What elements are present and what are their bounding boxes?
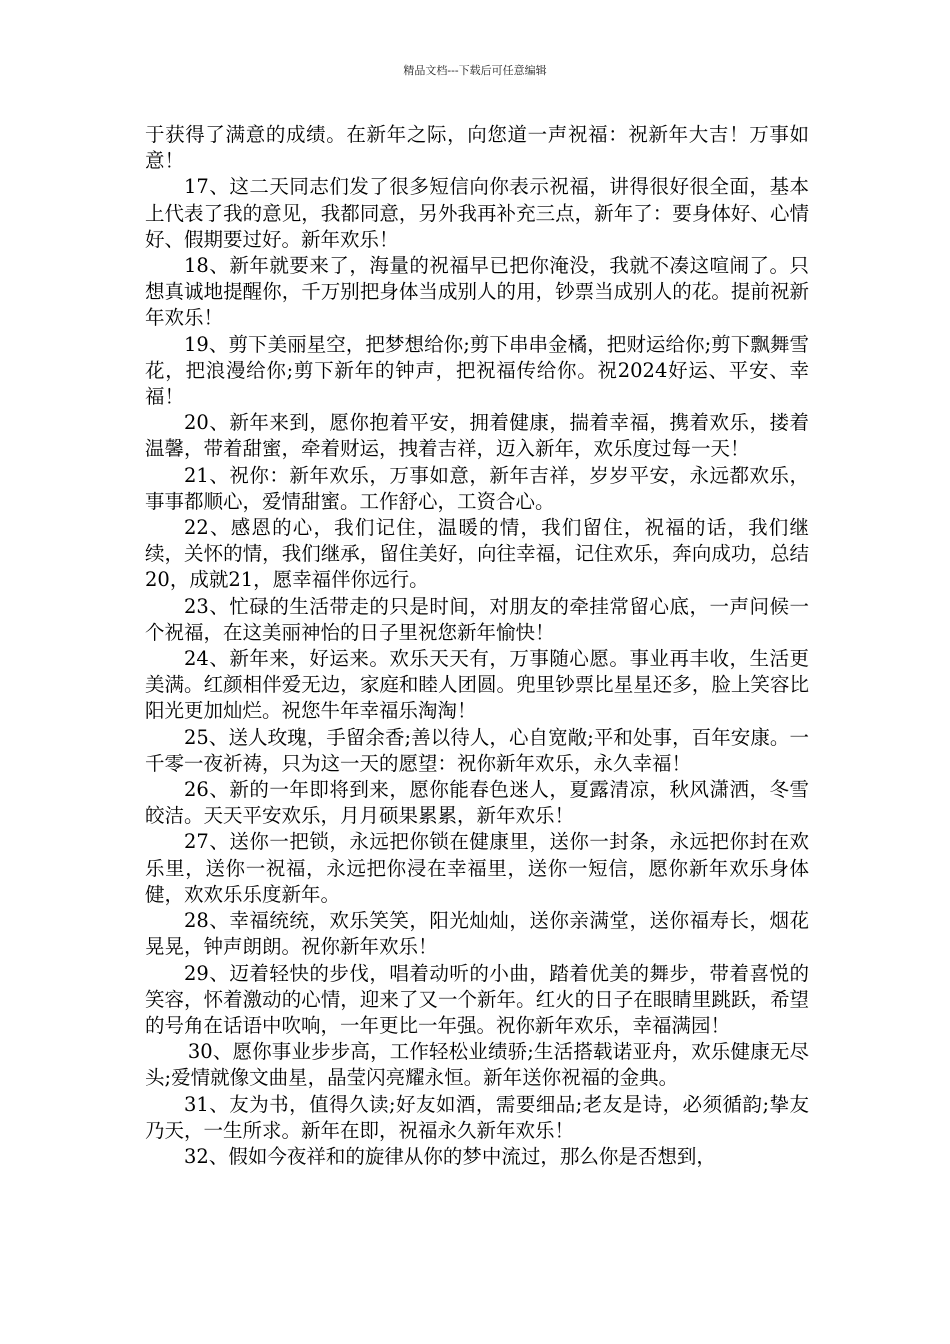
paragraph-continuation: 于获得了满意的成绩。在新年之际，向您道一声祝福：祝新年大吉！万事如意！ <box>145 123 809 173</box>
paragraph-17: 17、这二天同志们发了很多短信向你表示祝福，讲得很好很全面，基本上代表了我的意见，我都同意，另外我再补充三点，新年了：要身体好、心情好、假期要过好。新年欢乐！ <box>145 175 809 251</box>
paragraph-21: 21、祝你：新年欢乐，万事如意，新年吉祥，岁岁平安，永远都欢乐，事事都顺心，爱情甜蜜。工作舒心，工资合心。 <box>145 463 809 513</box>
paragraph-32: 32、假如今夜祥和的旋律从你的梦中流过，那么你是否想到， <box>184 1144 716 1168</box>
paragraph-18: 18、新年就要来了，海量的祝福早已把你淹没，我就不凑这喧闹了。只想真诚地提醒你，千万别把身体当成别人的用，钞票当成别人的花。提前祝新年欢乐！ <box>145 254 809 330</box>
page-header: 精品文档---下载后可任意编辑 <box>403 64 547 77</box>
paragraph-28: 28、幸福统统，欢乐笑笑，阳光灿灿，送你亲满堂，送你福寿长，烟花晃晃，钟声朗朗。祝你新年欢乐！ <box>145 909 809 959</box>
paragraph-23: 23、忙碌的生活带走的只是时间，对朋友的牵挂常留心底，一声问候一个祝福，在这美丽神怡的日子里祝您新年愉快！ <box>145 594 809 644</box>
paragraph-30: 30、愿你事业步步高，工作轻松业绩骄;生活搭载诺亚舟，欢乐健康无尽头;爱情就像文曲星，晶莹闪亮耀永恒。新年送你祝福的金典。 <box>145 1040 809 1090</box>
paragraph-25: 25、送人玫瑰，手留余香;善以待人，心自宽敞;平和处事，百年安康。一千零一夜祈祷，只为这一天的愿望：祝你新年欢乐，永久幸福！ <box>145 725 809 775</box>
paragraph-31: 31、友为书，值得久读;好友如酒，需要细品;老友是诗，必须循韵;挚友乃天，一生所求。新年在即，祝福永久新年欢乐！ <box>145 1092 809 1142</box>
paragraph-19: 19、剪下美丽星空，把梦想给你;剪下串串金橘，把财运给你;剪下飘舞雪花，把浪漫给你;剪下新年的钟声，把祝福传给你。祝2024好运、平安、幸福！ <box>145 332 809 409</box>
paragraph-22: 22、感恩的心，我们记住，温暖的情，我们留住，祝福的话，我们继续，关怀的情，我们继承，留住美好，向往幸福，记住欢乐，奔向成功，总结20，成就21，愿幸福伴你远行。 <box>145 516 809 592</box>
document-body <box>145 122 809 1170</box>
paragraph-20: 20、新年来到，愿你抱着平安，拥着健康，揣着幸福，携着欢乐，搂着温馨，带着甜蜜，牵着财运，拽着吉祥，迈入新年，欢乐度过每一天！ <box>145 411 809 461</box>
paragraph-24: 24、新年来，好运来。欢乐天天有，万事随心愿。事业再丰收，生活更美满。红颜相伴爱无边，家庭和睦人团圆。兜里钞票比星星还多，脸上笑容比阳光更加灿烂。祝您牛年幸福乐淘淘！ <box>145 647 809 723</box>
paragraph-26: 26、新的一年即将到来，愿你能春色迷人，夏露清凉，秋风潇洒，冬雪皎洁。天天平安欢乐，月月硕果累累，新年欢乐！ <box>145 778 809 828</box>
paragraph-27: 27、送你一把锁，永远把你锁在健康里，送你一封条，永远把你封在欢乐里，送你一祝福，永远把你浸在幸福里，送你一短信，愿你新年欢乐身体健，欢欢乐乐度新年。 <box>145 830 809 906</box>
paragraph-29: 29、迈着轻快的步伐，唱着动听的小曲，踏着优美的舞步，带着喜悦的笑容，怀着激动的心情，迎来了又一个新年。红火的日子在眼睛里跳跃，希望的号角在话语中吹响，一年更比一年强。祝你新年欢乐，幸福满园！ <box>145 961 809 1037</box>
